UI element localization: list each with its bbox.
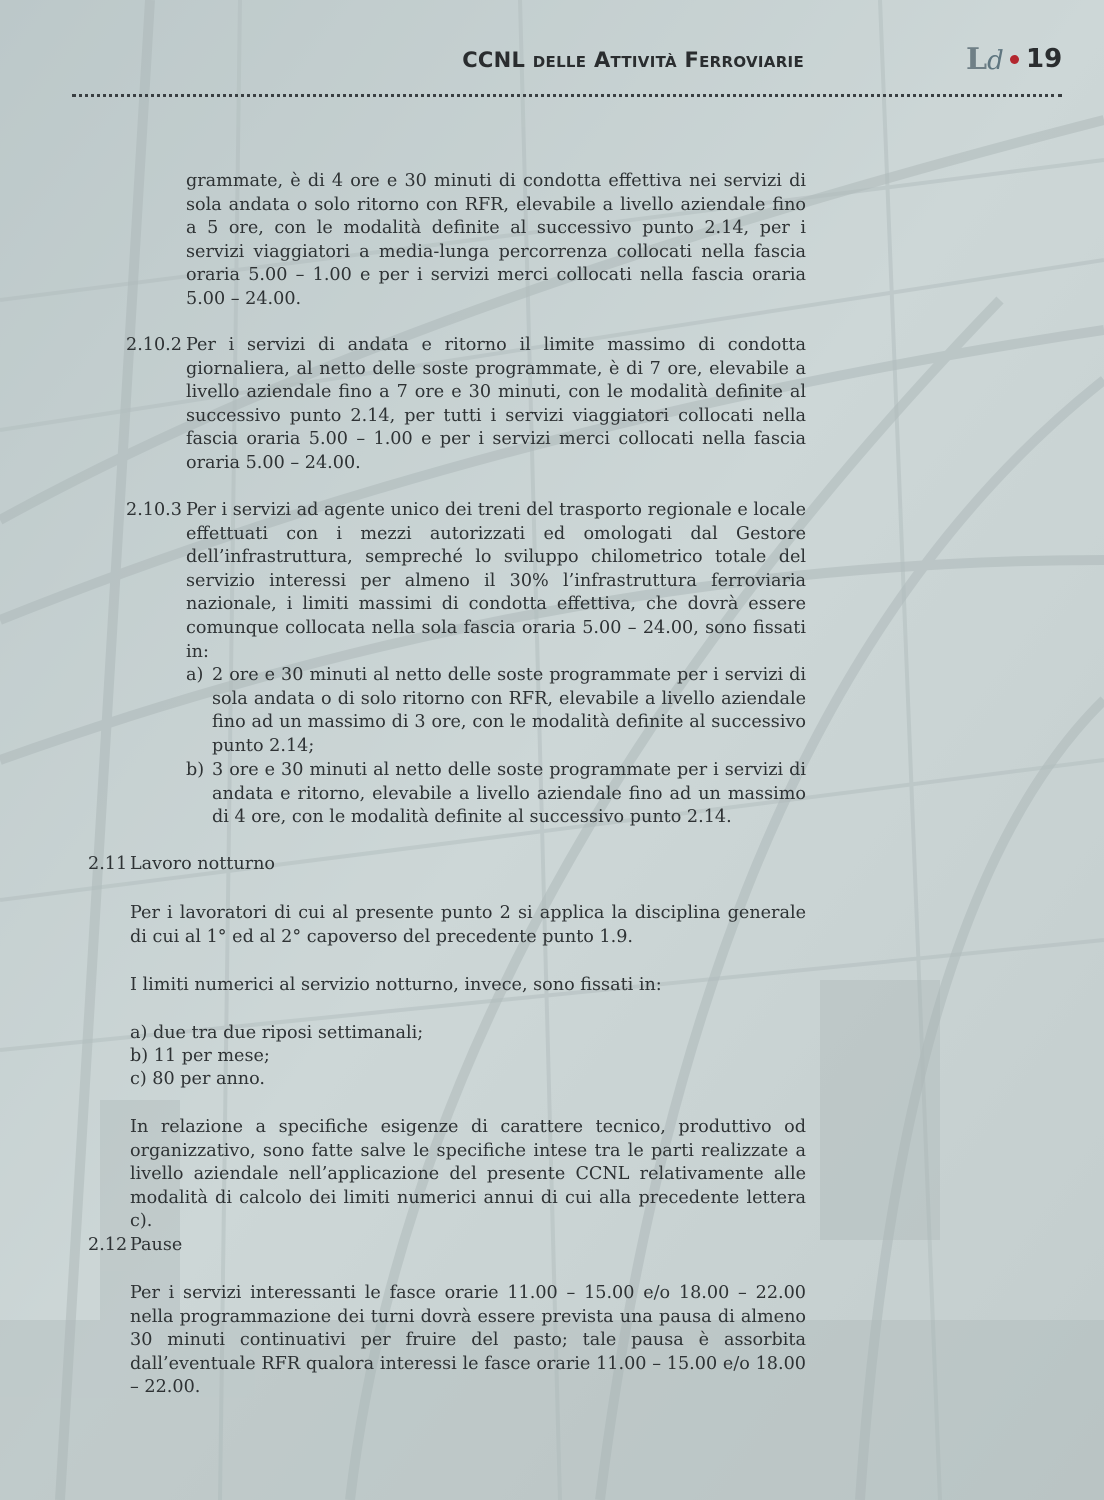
section-2-10-2-text: Per i servizi di andata e ritorno il limite massimo di condotta giornaliera, al netto delle soste programmate, è di 7 ore, elevabile a livello aziendale fino a 7 ore e 30 minuti, con le modalità definite al successivo punto 2.14, per tutti i servizi viaggiatori collocati nella fascia oraria 5.00 – 1.00 e per i servizi merci collocati nella fascia oraria 5.00 – 24.00. [186,335,806,473]
header-dotted-rule [72,94,1062,97]
header-title: CCNL delle Attività Ferroviarie [462,48,804,72]
section-number-2-10-3: 2.10.3 [126,500,182,520]
section-2-11-paragraph-1: Per i lavoratori di cui al presente punto 2 si applica la disciplina generale di cui al 1° ed al 2° capoverso del precedente punto 1.9. [130,903,806,947]
section-2-12-paragraph-1: Per i servizi interessanti le fasce orarie 11.00 – 15.00 e/o 18.00 – 22.00 nella programmazione dei turni dovrà essere prevista una pausa di almeno 30 minuti continuativi per fruire del pasto; tale pausa è assorbita dall’eventuale RFR qualora interessi le fasce orarie 11.00 – 15.00 e/o 18.00 – 22.00. [130,1283,806,1398]
ld-logo [966,42,1004,77]
list-label-a: a) [186,665,204,685]
list-label-b: b) [186,760,205,780]
page-number: 19 [1026,44,1063,74]
intro-paragraph: grammate, è di 4 ore e 30 minuti di condotta effettiva nei servizi di sola andata o solo ritorno con RFR, elevabile a livello aziendale fino a 5 ore, con le modalità definite al successivo punto 2.14, per i servizi viaggiatori a media-lunga percorrenza collocati nella fascia oraria 5.00 – 1.00 e per i servizi merci collocati nella fascia oraria 5.00 – 24.00. [186,171,806,309]
list-item-b: 3 ore e 30 minuti al netto delle soste programmate per i servizi di andata e ritorno, elevabile a livello aziendale fino ad un massimo di 4 ore, con le modalità definite al successivo punto 2.14. [212,760,806,828]
list-item: b) 11 per mese; [130,1046,270,1066]
section-2-11-paragraph-3: In relazione a specifiche esigenze di carattere tecnico, produttivo od organizzativo, sono fatte salve le specifiche intese tra le parti realizzate a livello aziendale nell’applicazione del presente CCNL relativamente alle modalità di calcolo dei limiti numerici annui di cui alla precedente lettera c). [130,1117,806,1232]
logo-letter-d: d [987,46,1004,76]
logo-letter-l: L [966,42,988,77]
section-number-2-12: 2.12 [88,1235,128,1255]
section-number-2-11: 2.11 [88,854,128,874]
page-header [0,40,1104,80]
section-number-2-10-2: 2.10.2 [126,335,182,355]
section-title-pause: Pause [130,1235,183,1255]
section-2-11-paragraph-2: I limiti numerici al servizio notturno, invece, sono fissati in: [130,975,662,995]
section-2-10-3-text: Per i servizi ad agente unico dei treni del trasporto regionale e locale effettuati con i mezzi autorizzati ed omologati dal Gestore dell’infrastruttura, sempreché lo sviluppo chilometrico totale del servizio interessi per almeno il 30% l’infrastruttura ferroviaria nazionale, i limiti massimi di condotta effettiva, che dovrà essere comunque collocata nella sola fascia oraria 5.00 – 24.00, sono fissati in: [186,500,806,662]
red-bullet-icon [1010,55,1019,64]
section-title-lavoro-notturno: Lavoro notturno [130,854,276,874]
list-item: c) 80 per anno. [130,1069,265,1089]
list-item: a) due tra due riposi settimanali; [130,1023,424,1043]
list-item-a: 2 ore e 30 minuti al netto delle soste programmate per i servizi di sola andata o di solo ritorno con RFR, elevabile a livello aziendale fino ad un massimo di 3 ore, con le modalità definite al successivo punto 2.14; [212,665,806,756]
